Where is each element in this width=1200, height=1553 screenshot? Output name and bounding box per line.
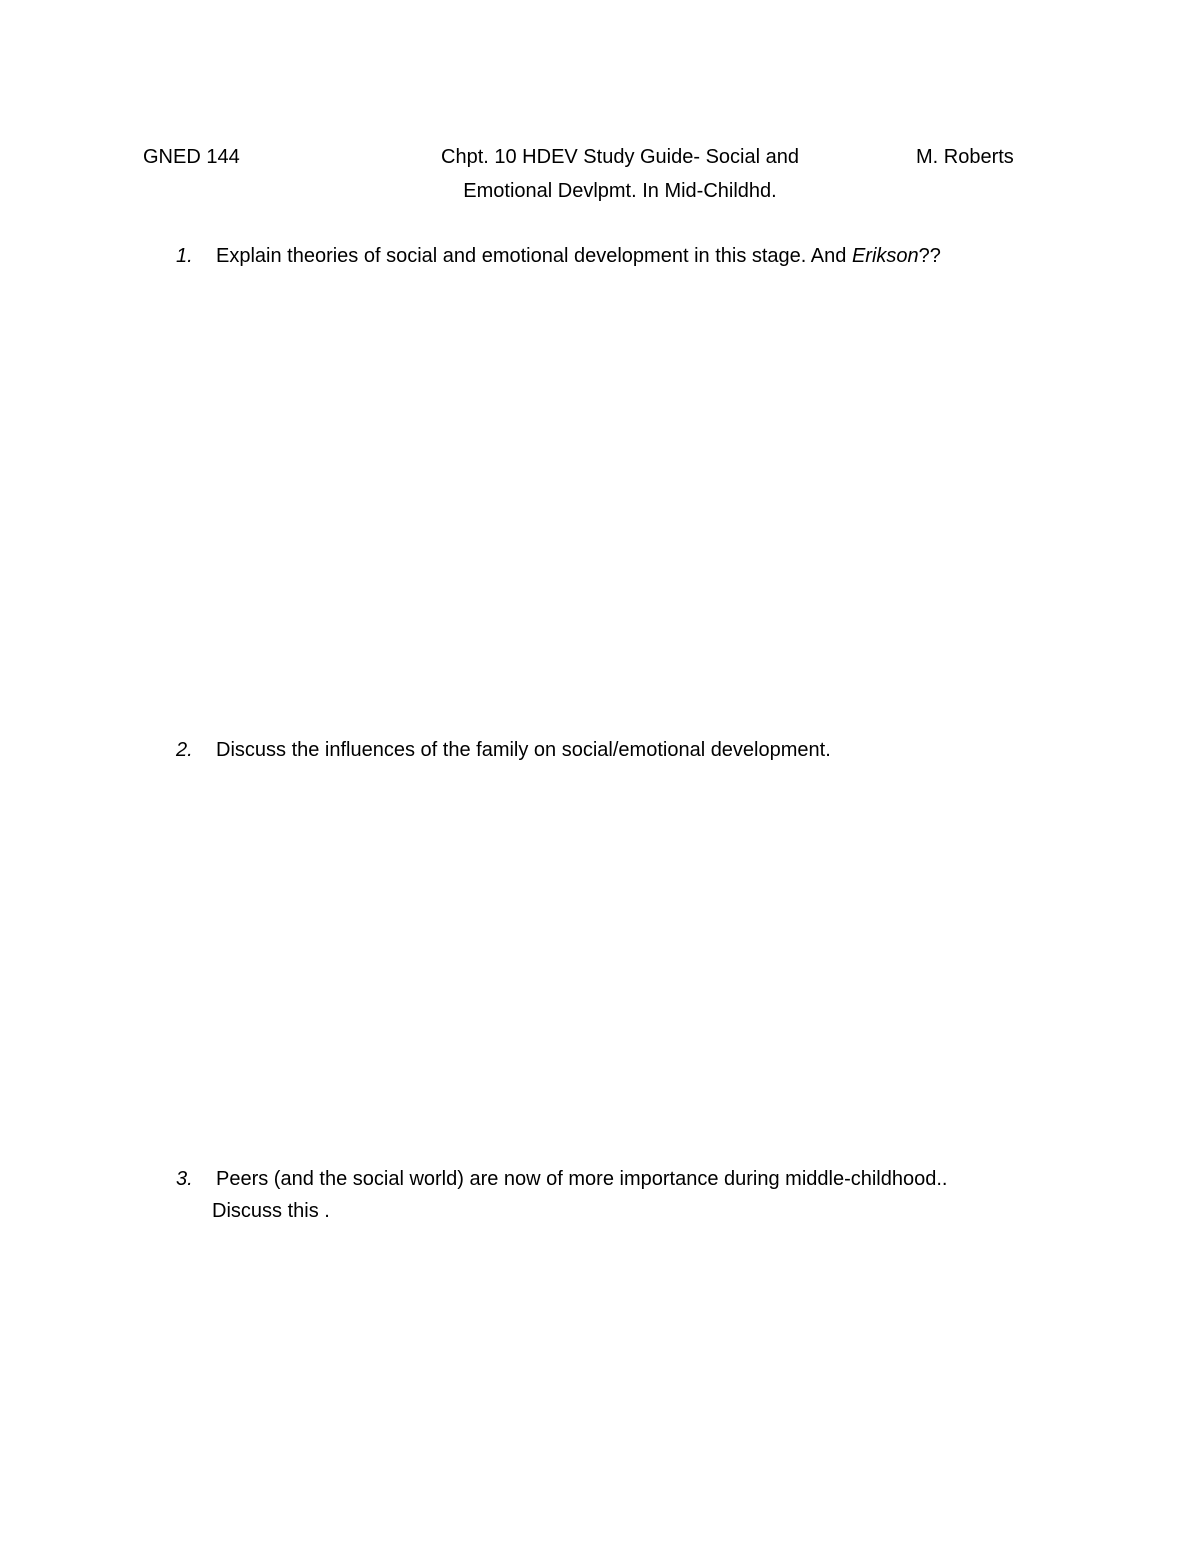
question-emphasis: Erikson [851, 245, 919, 267]
course-code: GNED 144 [143, 146, 240, 168]
question-2 [176, 734, 831, 766]
title-line-1: Chpt. 10 HDEV Study Guide- Social and [441, 146, 799, 168]
document-title [390, 145, 850, 203]
author-name: M. Roberts [916, 146, 1014, 168]
question-number: 2. [176, 739, 193, 761]
question-number: 1. [176, 245, 193, 267]
question-suffix: ?? [918, 245, 941, 267]
question-number: 3. [176, 1168, 193, 1190]
question-text: Discuss the influences of the family on social/emotional development. [216, 739, 831, 761]
question-1 [176, 240, 941, 272]
title-line-2: Emotional Devlpmt. In Mid-Childhd. [463, 180, 777, 202]
question-text: Peers (and the social world) are now of more importance during middle-childhood.. [216, 1168, 948, 1190]
question-text: Explain theories of social and emotional development in this stage. And [216, 245, 852, 267]
question-continuation: Discuss this . [212, 1200, 330, 1222]
question-3 [176, 1163, 947, 1227]
